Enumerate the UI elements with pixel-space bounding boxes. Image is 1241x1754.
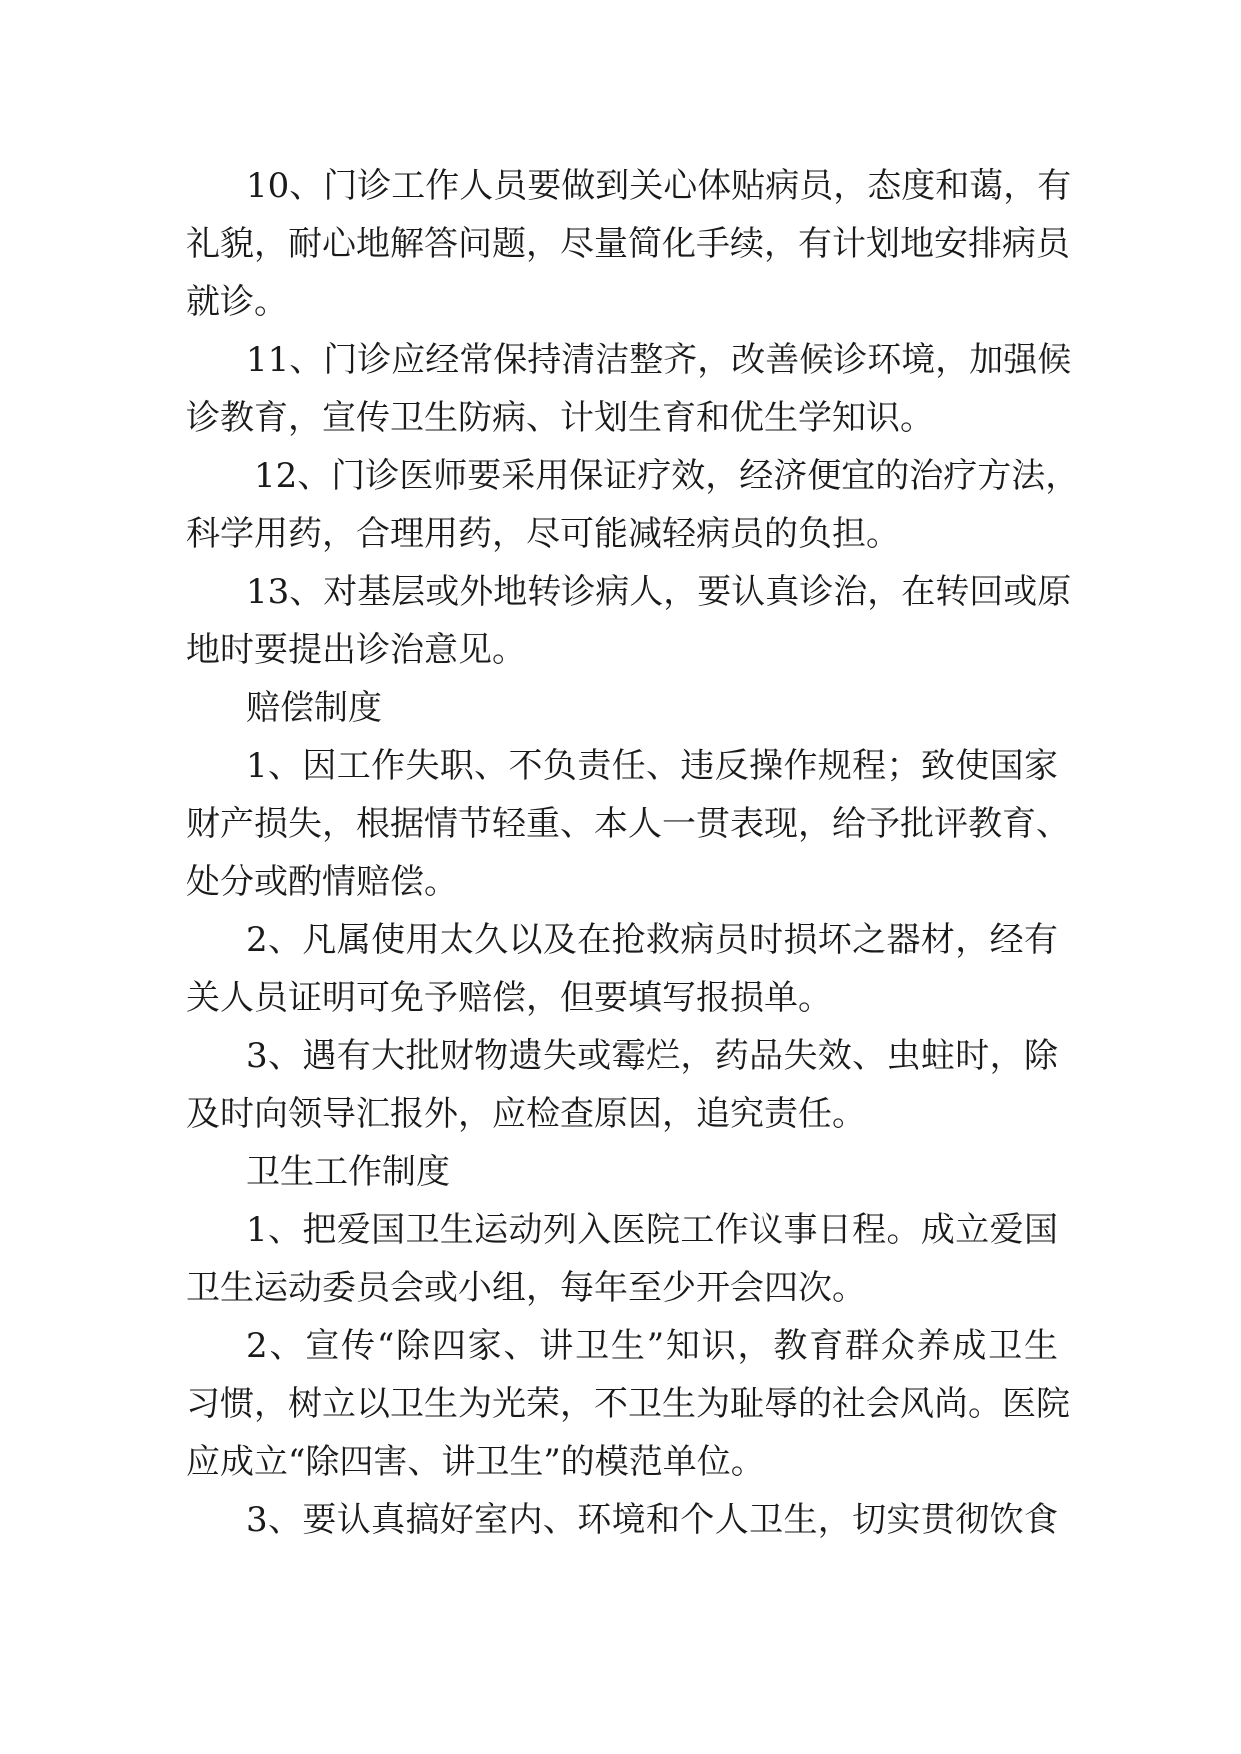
paragraph-line: 13、对基层或外地转诊病人，要认真诊治，在转回或原 bbox=[246, 572, 1072, 612]
paragraph-line: 习惯，树立以卫生为光荣，不卫生为耻辱的社会风尚。医院 bbox=[186, 1384, 1070, 1424]
section-heading: 赔偿制度 bbox=[246, 688, 382, 728]
paragraph-line: 就诊。 bbox=[186, 282, 288, 322]
paragraph-line: 卫生运动委员会或小组，每年至少开会四次。 bbox=[186, 1268, 866, 1308]
paragraph-line: 科学用药，合理用药，尽可能减轻病员的负担。 bbox=[186, 514, 900, 554]
paragraph-line: 财产损失，根据情节轻重、本人一贯表现，给予批评教育、 bbox=[186, 804, 1070, 844]
paragraph-line: 3、遇有大批财物遗失或霉烂，药品失效、虫蛀时，除 bbox=[246, 1036, 1058, 1076]
paragraph-line: 处分或酌情赔偿。 bbox=[186, 862, 458, 902]
section-heading: 卫生工作制度 bbox=[246, 1152, 450, 1192]
paragraph-line: 3、要认真搞好室内、环境和个人卫生，切实贯彻饮食 bbox=[246, 1500, 1058, 1540]
paragraph-line: 应成立“除四害、讲卫生”的模范单位。 bbox=[186, 1442, 765, 1482]
paragraph-line: 10、门诊工作人员要做到关心体贴病员，态度和蔼，有 bbox=[246, 166, 1072, 206]
paragraph-line: 礼貌，耐心地解答问题，尽量简化手续，有计划地安排病员 bbox=[186, 224, 1070, 264]
paragraph-line: 关人员证明可免予赔偿，但要填写报损单。 bbox=[186, 978, 832, 1018]
paragraph-line: 1、把爱国卫生运动列入医院工作议事日程。成立爱国 bbox=[246, 1210, 1058, 1250]
paragraph-line: 地时要提出诊治意见。 bbox=[186, 630, 526, 670]
paragraph-line: 及时向领导汇报外，应检查原因，追究责任。 bbox=[186, 1094, 866, 1134]
paragraph-line: 2、宣传“除四家、讲卫生”知识，教育群众养成卫生 bbox=[246, 1326, 1058, 1366]
paragraph-line: 12、门诊医师要采用保证疗效，经济便宜的治疗方法， bbox=[254, 456, 1080, 496]
paragraph-line: 1、因工作失职、不负责任、违反操作规程；致使国家 bbox=[246, 746, 1058, 786]
paragraph-line: 诊教育，宣传卫生防病、计划生育和优生学知识。 bbox=[186, 398, 934, 438]
paragraph-line: 11、门诊应经常保持清洁整齐，改善候诊环境，加强候 bbox=[246, 340, 1072, 380]
paragraph-line: 2、凡属使用太久以及在抢救病员时损坏之器材，经有 bbox=[246, 920, 1058, 960]
